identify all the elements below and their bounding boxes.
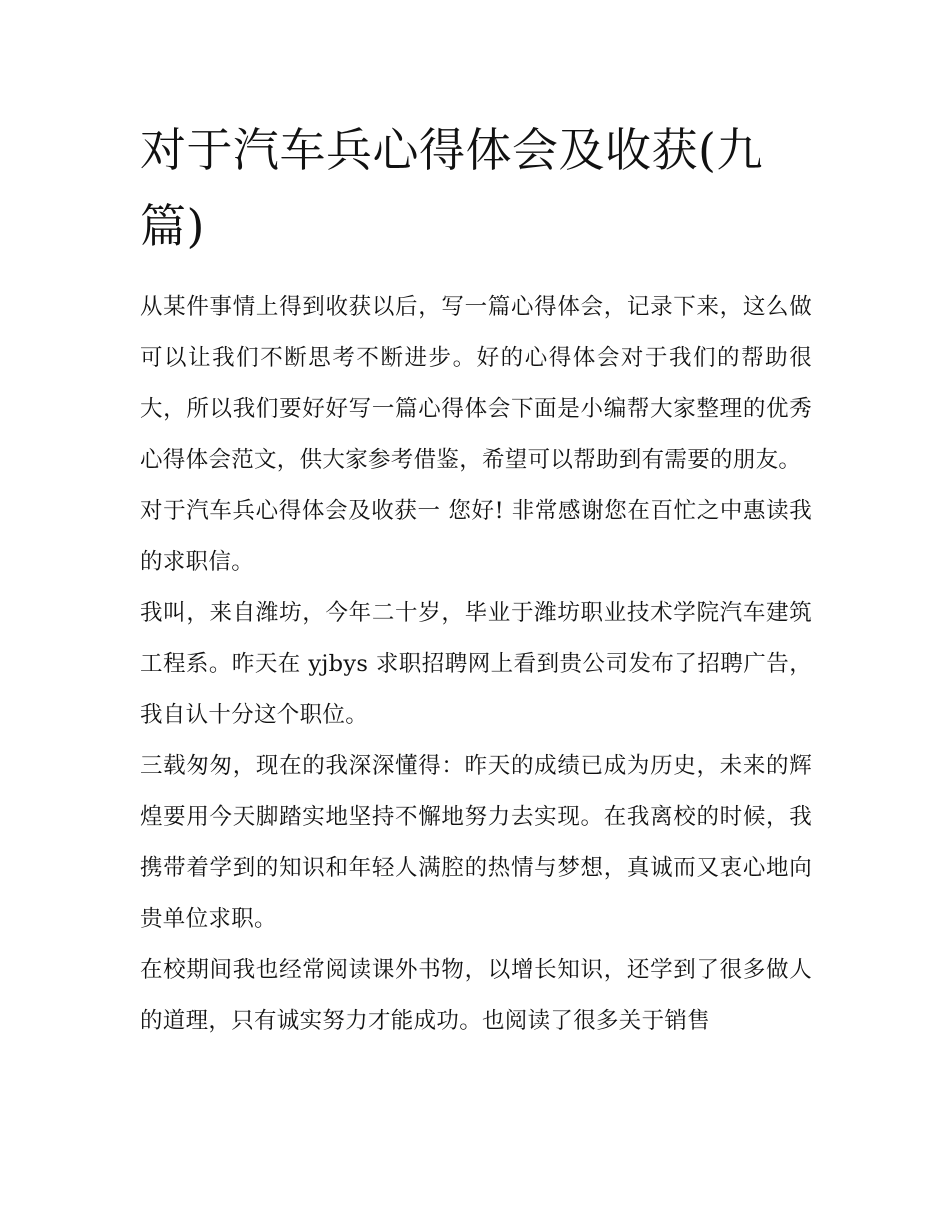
paragraph-study: 在校期间我也经常阅读课外书物，以增长知识，还学到了很多做人的道理，只有诚实努力才能成功。也阅读了很多关于销售	[140, 957, 812, 1034]
paragraph-intro: 从某件事情上得到收获以后，写一篇心得体会，记录下来，这么做可以让我们不断思考不断进步。好的心得体会对于我们的帮助很大，所以我们要好好写一篇心得体会下面是小编帮大家整理的优秀心得体会范文，供大家参考借鉴，希望可以帮助到有需要的朋友。	[140, 294, 812, 473]
document-page	[140, 112, 812, 1047]
paragraph-self-intro: 我叫，来自潍坊，今年二十岁，毕业于潍坊职业技术学院汽车建筑工程系。昨天在 yjbys 求职招聘网上看到贵公司发布了招聘广告，我自认十分这个职位。	[140, 600, 812, 728]
paragraph-reflection: 三载匆匆，现在的我深深懂得：昨天的成绩已成为历史，未来的辉煌要用今天脚踏实地坚持不懈地努力去实现。在我离校的时候，我携带着学到的知识和年轻人满腔的热情与梦想，真诚而又衷心地向贵单位求职。	[140, 753, 812, 932]
paragraph-greeting: 对于汽车兵心得体会及收获一 您好! 非常感谢您在百忙之中惠读我的求职信。	[140, 498, 812, 575]
document-title: 对于汽车兵心得体会及收获(九篇)	[140, 123, 763, 253]
